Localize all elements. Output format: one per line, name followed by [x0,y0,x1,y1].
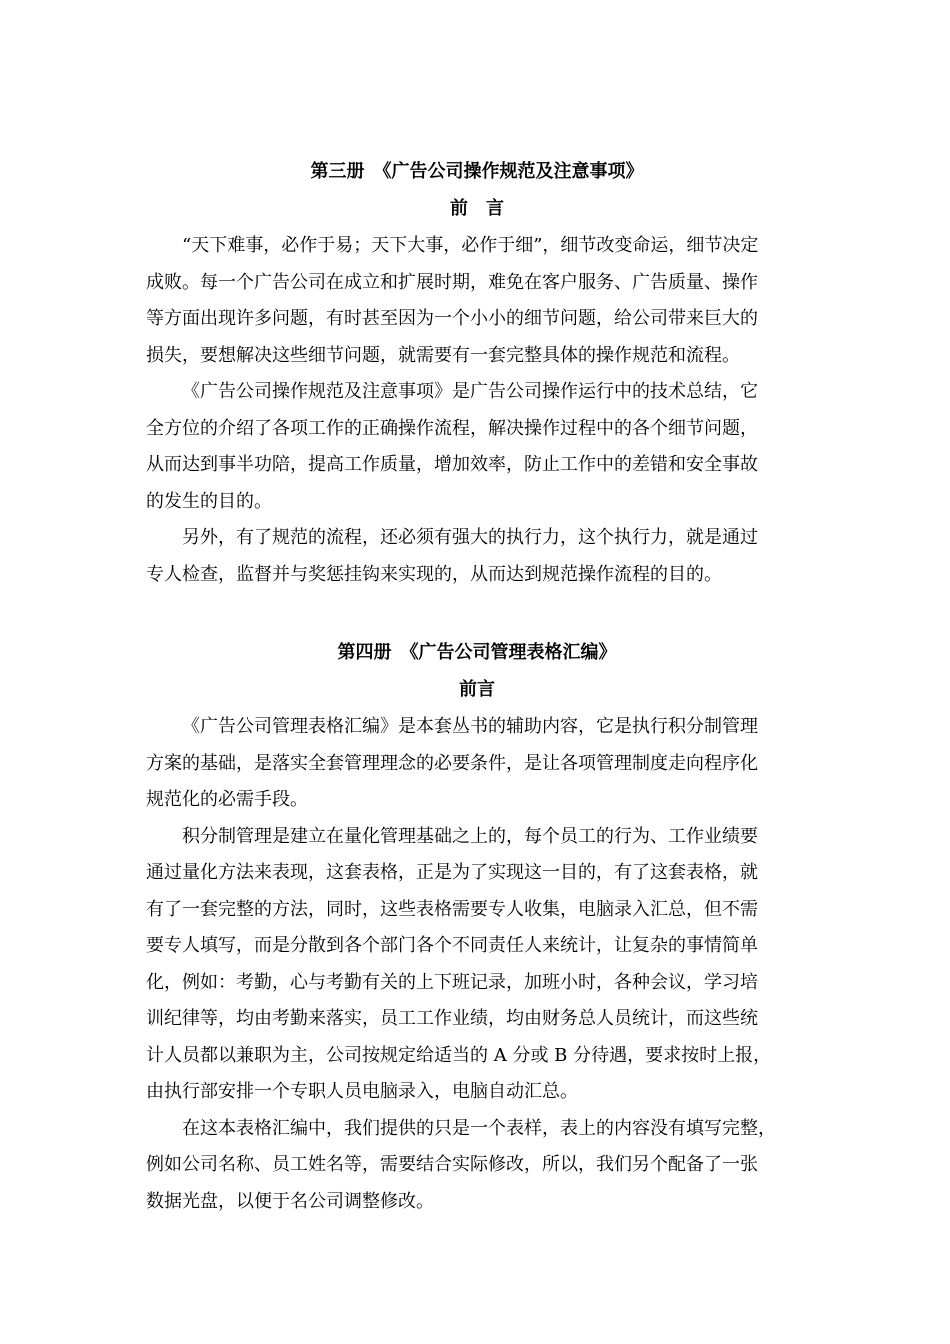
document-body [146,152,808,1220]
text-line: 另外，有了规范的流程，还必须有强大的执行力，这个执行力，就是通过 [182,527,758,548]
text-line: 化，例如：考勤，心与考勤有关的上下班记录，加班小时，各种会议，学习培 [146,971,758,993]
text-line: “天下难事，必作于易；天下大事，必作于细”，细节改变命运，细节决定 [182,235,759,256]
text-line: 在这本表格汇编中，我们提供的只是一个表样，表上的内容没有填写完整， [182,1117,776,1139]
section4-paragraph-2 [146,819,808,1111]
text-line: 成败。每一个广告公司在成立和扩展时期，难免在客户服务、广告质量、操作 [146,271,758,293]
text-line: 从而达到事半功陪，提高工作质量，增加效率，防止工作中的差错和安全事故 [146,454,758,475]
text-line: 规范化的必需手段。 [146,789,308,810]
section4-paragraph-1 [146,709,808,819]
section3-paragraph-3 [146,520,808,593]
text-line: 专人检查，监督并与奖惩挂钩来实现的，从而达到规范操作流程的目的。 [146,563,722,585]
section-spacer [146,593,808,633]
section3-paragraphs [146,228,808,593]
text-line: 积分制管理是建立在量化管理基础之上的，每个员工的行为、工作业绩要 [182,825,758,847]
section3-preface-title: 前 言 [450,198,504,219]
text-line: 通过量化方法来表现，这套表格，正是为了实现这一目的，有了这套表格，就 [146,862,758,883]
section3-title: 第三册 《广告公司操作规范及注意事项》 [310,161,644,182]
section4-paragraphs [146,709,808,1220]
text-line: 《广告公司操作规范及注意事项》是广告公司操作运行中的技术总结，它 [182,381,758,402]
section4-paragraph-3 [146,1111,808,1221]
text-line: 《广告公司管理表格汇编》是本套丛书的辅助内容，它是执行积分制管理 [182,716,758,737]
text-line: 数据光盘，以便于名公司调整修改。 [146,1190,434,1212]
text-line: 计人员都以兼职为主，公司按规定给适当的 A 分或 B 分待遇，要求按时上报， [146,1044,772,1066]
section3-paragraph-2 [146,374,808,520]
text-line: 要专人填写，而是分散到各个部门各个不同责任人来统计，让复杂的事情简单 [146,935,758,956]
text-line: 例如公司名称、员工姓名等，需要结合实际修改，所以，我们另个配备了一张 [146,1154,758,1175]
section4-title: 第四册 《广告公司管理表格汇编》 [337,642,617,663]
text-line: 的发生的目的。 [146,490,272,512]
text-line: 由执行部安排一个专职人员电脑录入，电脑自动汇总。 [146,1081,578,1102]
text-line: 等方面出现许多问题，有时甚至因为一个小小的细节问题，给公司带来巨大的 [146,308,758,329]
section4-preface-title: 前言 [459,679,495,700]
text-line: 有了一套完整的方法，同时，这些表格需要专人收集，电脑录入汇总，但不需 [146,898,758,920]
text-line: 方案的基础，是落实全套管理理念的必要条件，是让各项管理制度走向程序化 [146,752,758,774]
text-line: 损失，要想解决这些细节问题，就需要有一套完整具体的操作规范和流程。 [146,344,740,366]
section3-paragraph-1 [146,228,808,374]
text-line: 全方位的介绍了各项工作的正确操作流程，解决操作过程中的各个细节问题， [146,417,758,439]
text-line: 训纪律等，均由考勤来落实，员工工作业绩，均由财务总人员统计，而这些统 [146,1008,758,1029]
